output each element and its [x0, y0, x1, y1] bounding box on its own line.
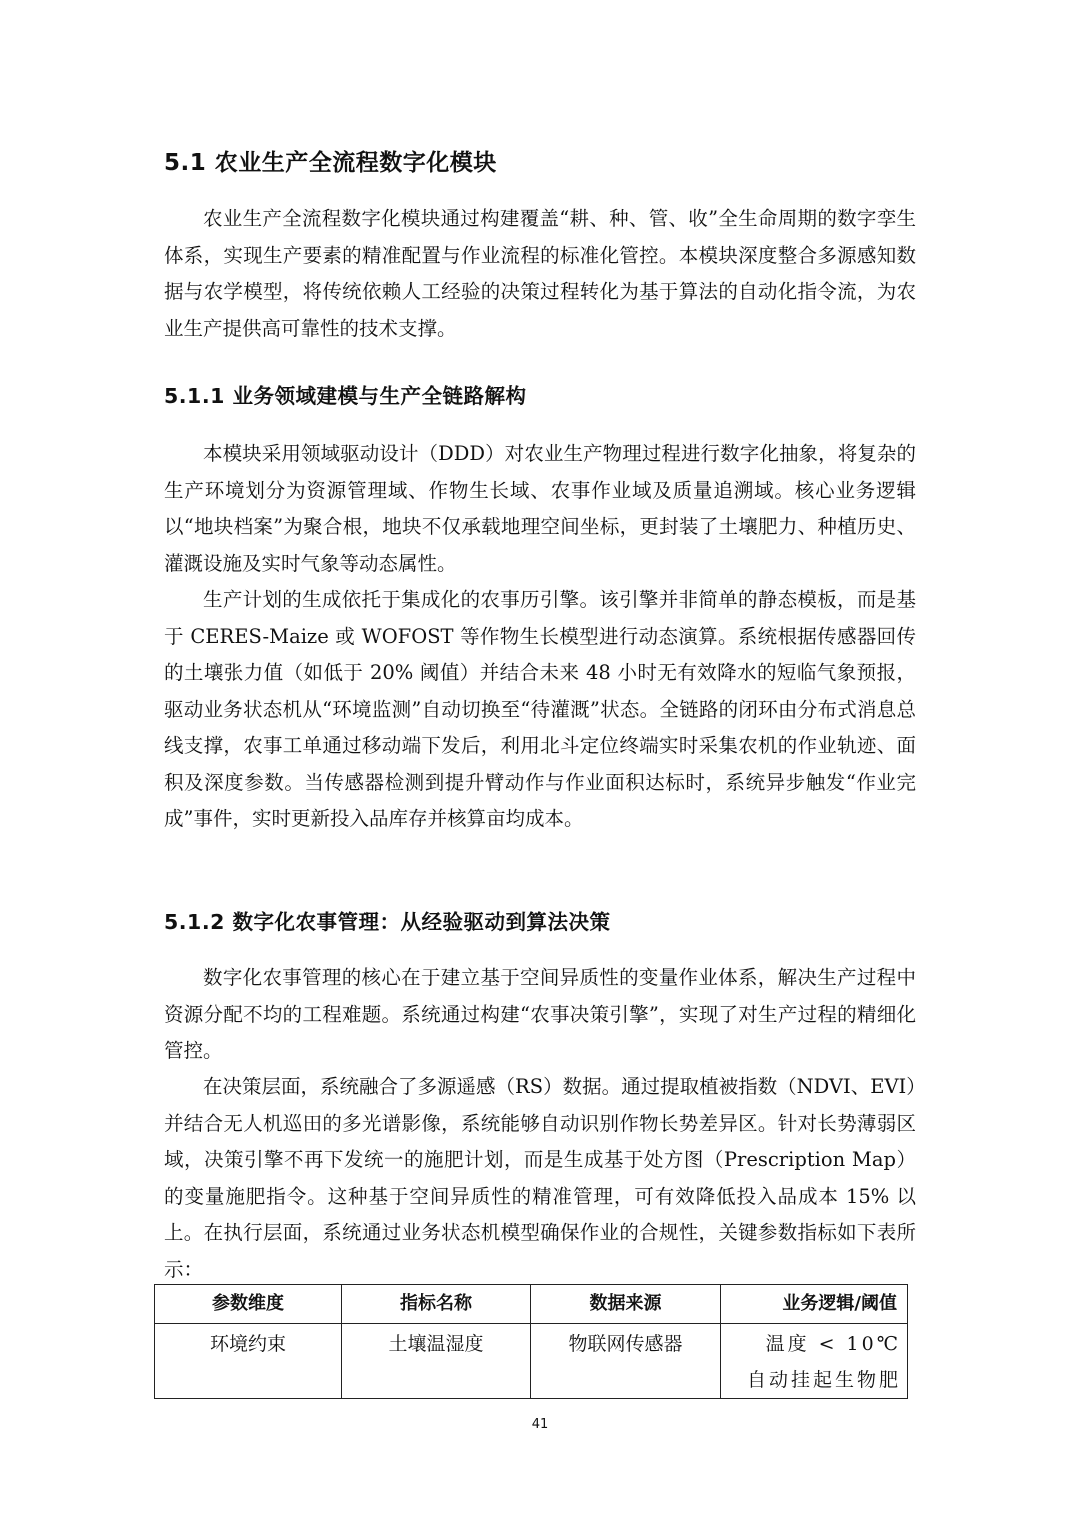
subsection-heading-1: 5.1.1 业务领域建模与生产全链路解构: [164, 384, 527, 408]
page-number: 41: [531, 1417, 549, 1432]
table-cell-logic-line: 自动挂起生物肥: [746, 1369, 901, 1391]
table-header-cell: 参数维度: [155, 1285, 342, 1324]
subsection-1-paragraph-2: 生产计划的生成依托于集成化的农事历引擎。该引擎并非简单的静态模板，而是基于 CERES-Maize 或 WOFOST 等作物生长模型进行动态演算。系统根据传感器回传的土壤张力值（如低于 20% 阈值）并结合未来 48 小时无有效降水的短临气象预报，驱动业务状态机从“环境监测”自动切换至“待灌溉”状态。全链路的闭环由分布式消息总线支撑，农事工单通过移动端下发后，利用北斗定位终端实时采集农机的作业轨迹、面积及深度参数。当传感器检测到提升臂动作与作业面积达标时，系统异步触发“作业完成”事件，实时更新投入品库存并核算亩均成本。: [164, 588, 916, 830]
table-row: [155, 1324, 908, 1399]
subsection-2-paragraph-2: 在决策层面，系统融合了多源遥感（RS）数据。通过提取植被指数（NDVI、EVI）并结合无人机巡田的多光谱影像，系统能够自动识别作物长势差异区。针对长势薄弱区域，决策引擎不再下发统一的施肥计划，而是生成基于处方图（Prescription Map）的变量施肥指令。这种基于空间异质性的精准管理，可有效降低投入品成本 15% 以上。在执行层面，系统通过业务状态机模型确保作业的合规性，关键参数指标如下表所示：: [164, 1075, 916, 1281]
parameter-table: [154, 1284, 908, 1399]
section-heading: 5.1 农业生产全流程数字化模块: [164, 150, 497, 176]
table-cell-logic: [721, 1324, 908, 1399]
table-header-cell: 业务逻辑/阈值: [721, 1285, 908, 1324]
table-cell-indicator: 土壤温湿度: [342, 1324, 531, 1399]
subsection-heading-2: 5.1.2 数字化农事管理：从经验驱动到算法决策: [164, 910, 611, 934]
table-header-cell: 指标名称: [342, 1285, 531, 1324]
subsection-2-paragraph-1: 数字化农事管理的核心在于建立基于空间异质性的变量作业体系，解决生产过程中资源分配不均的工程难题。系统通过构建“农事决策引擎”，实现了对生产过程的精细化管控。: [164, 966, 916, 1062]
table-cell-dimension: 环境约束: [155, 1324, 342, 1399]
table-header-cell: 数据来源: [531, 1285, 721, 1324]
table-header-row: [155, 1285, 908, 1324]
subsection-1-paragraph-1: 本模块采用领域驱动设计（DDD）对农业生产物理过程进行数字化抽象，将复杂的生产环境划分为资源管理域、作物生长域、农事作业域及质量追溯域。核心业务逻辑以“地块档案”为聚合根，地块不仅承载地理空间坐标，更封装了土壤肥力、种植历史、灌溉设施及实时气象等动态属性。: [164, 442, 916, 575]
section-intro-paragraph: 农业生产全流程数字化模块通过构建覆盖“耕、种、管、收”全生命周期的数字孪生体系，实现生产要素的精准配置与作业流程的标准化管控。本模块深度整合多源感知数据与农学模型，将传统依赖人工经验的决策过程转化为基于算法的自动化指令流，为农业生产提供高可靠性的技术支撑。: [164, 207, 916, 340]
table-cell-source: 物联网传感器: [531, 1324, 721, 1399]
table-cell-logic-line: 温度 < 10℃: [765, 1333, 901, 1355]
